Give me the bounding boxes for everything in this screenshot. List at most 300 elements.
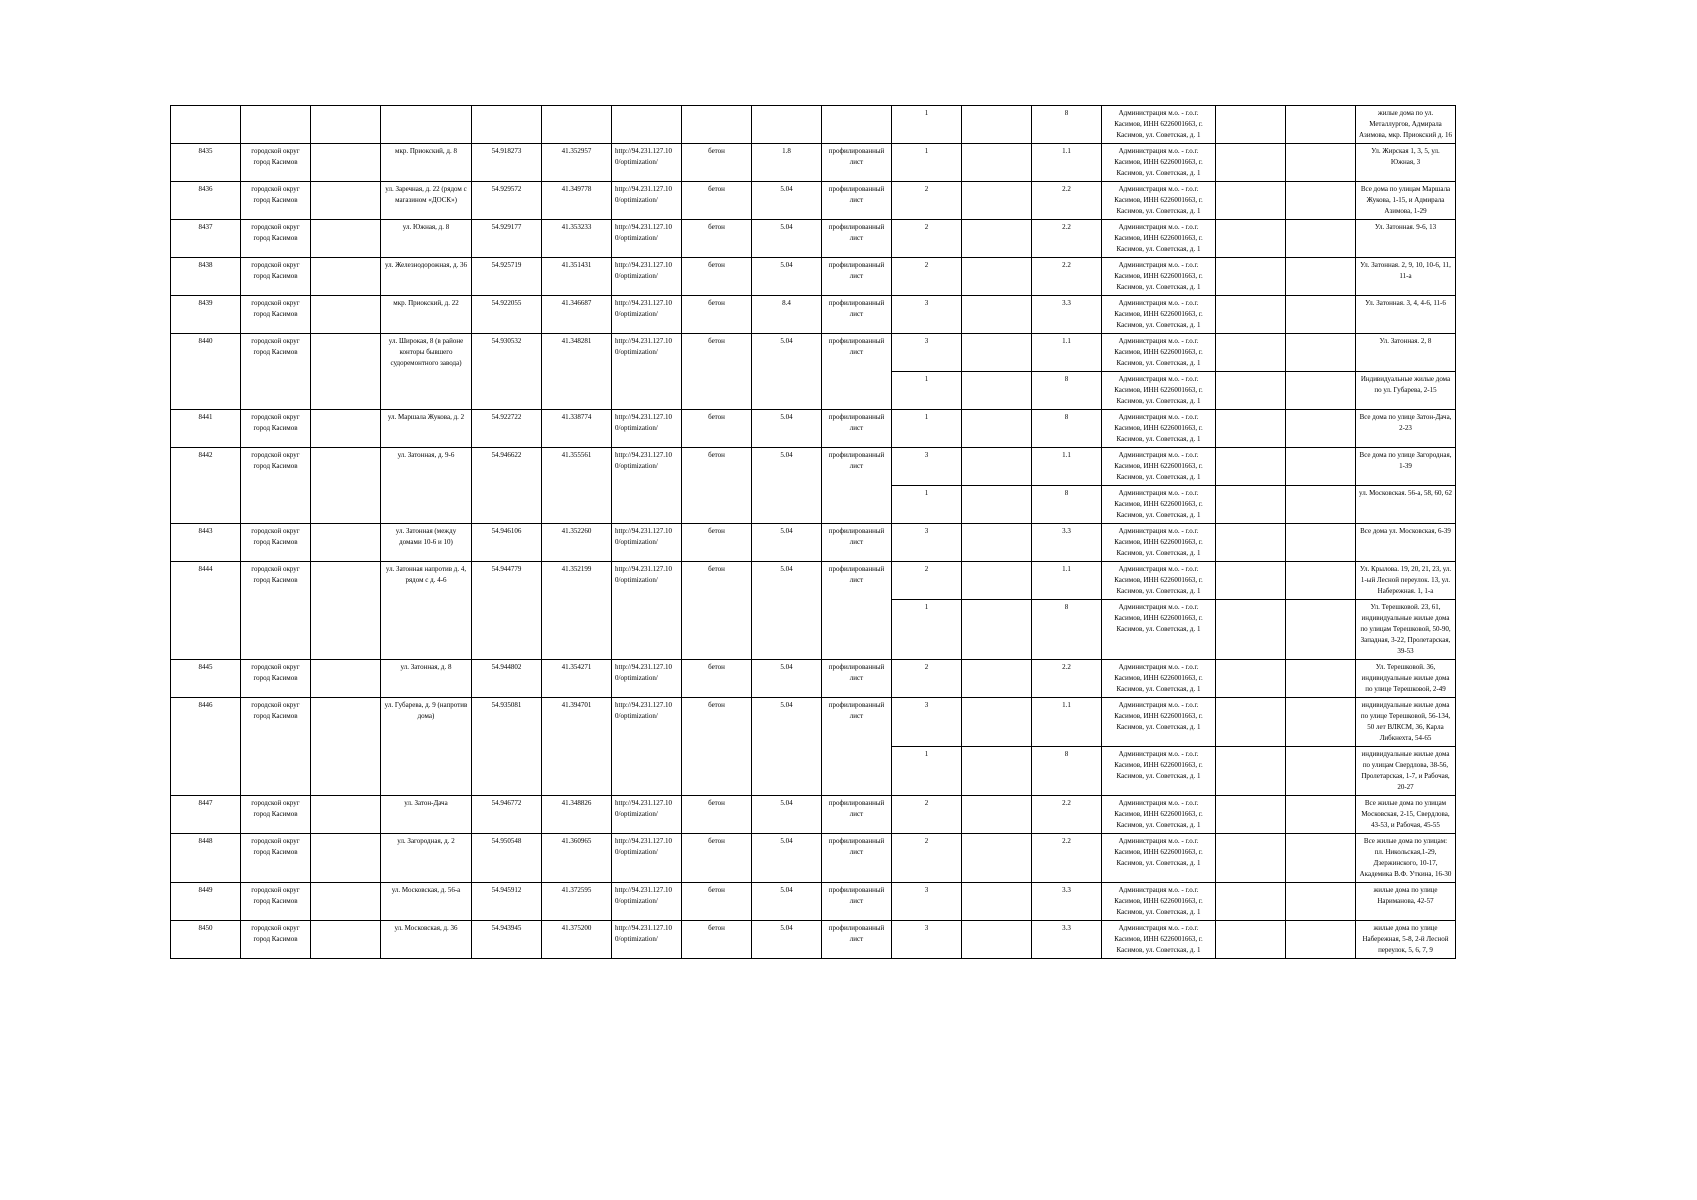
empty-cell: [1216, 220, 1286, 258]
address-cell: ул. Московская, д. 36: [381, 921, 472, 959]
container-volume-cell: 8: [1032, 410, 1102, 448]
empty-cell: [1286, 486, 1356, 524]
district-cell: городской округ город Касимов: [241, 796, 311, 834]
area-cell: 5.04: [752, 258, 822, 296]
district-cell: городской округ город Касимов: [241, 182, 311, 220]
area-cell: 5.04: [752, 220, 822, 258]
address-cell: ул. Затонная, д. 8: [381, 660, 472, 698]
table-row: [171, 182, 1456, 220]
map-link-cell: http://94.231.127.10 0/optimization/: [612, 410, 682, 448]
empty-cell: [1216, 448, 1286, 486]
latitude-cell: 54.945912: [472, 883, 542, 921]
container-count-cell: 1: [892, 486, 962, 524]
owner-cell: Администрация м.о. - г.о.г. Касимов, ИНН 6226001663, г. Касимов, ул. Советская, д. 1: [1102, 144, 1216, 182]
container-volume-cell: 1.1: [1032, 334, 1102, 372]
surface-cell: бетон: [682, 660, 752, 698]
empty-cell: [1216, 144, 1286, 182]
served-objects-cell: индивидуальные жилые дома по улицам Свердлова, 38-56, Пролетарская, 1-7, и Рабочая, 20-27: [1356, 747, 1456, 796]
surface-cell: бетон: [682, 834, 752, 883]
owner-cell: Администрация м.о. - г.о.г. Касимов, ИНН 6226001663, г. Касимов, ул. Советская, д. 1: [1102, 448, 1216, 486]
served-objects-cell: Ул. Затонная. 2, 8: [1356, 334, 1456, 372]
container-count-cell: 1: [892, 747, 962, 796]
served-objects-cell: Ул. Крылова. 19, 20, 21, 23, ул. 1-ый Лесной переулок. 13, ул. Набережная. 1, 1-а: [1356, 562, 1456, 600]
area-cell: 5.04: [752, 796, 822, 834]
served-objects-cell: жилые дома по улице Набережная, 5-8, 2-й Лесной переулок, 5, 6, 7, 9: [1356, 921, 1456, 959]
record-id: 8437: [171, 220, 241, 258]
longitude-cell: 41.349778: [542, 182, 612, 220]
record-id: 8440: [171, 334, 241, 410]
record-id: 8445: [171, 660, 241, 698]
area-cell: 1.8: [752, 144, 822, 182]
container-count-cell: 2: [892, 258, 962, 296]
longitude-cell: 41.346687: [542, 296, 612, 334]
container-volume-cell: 3.3: [1032, 883, 1102, 921]
empty-cell: [962, 220, 1032, 258]
surface-cell: бетон: [682, 182, 752, 220]
container-volume-cell: 1.1: [1032, 448, 1102, 486]
empty-cell: [962, 448, 1032, 486]
surface-cell: бетон: [682, 448, 752, 524]
record-id: 8436: [171, 182, 241, 220]
district-cell: городской округ город Касимов: [241, 410, 311, 448]
empty-cell: [1286, 182, 1356, 220]
address-cell: ул. Затонная, д. 9-6: [381, 448, 472, 524]
latitude-cell: 54.922722: [472, 410, 542, 448]
empty-cell: [1286, 921, 1356, 959]
container-count-cell: 3: [892, 524, 962, 562]
empty-cell: [1216, 258, 1286, 296]
record-id: 8447: [171, 796, 241, 834]
area-cell: 5.04: [752, 334, 822, 410]
served-objects-cell: Ул. Терешковой. 23, 61, индивидуальные жилые дома по улицам Терешковой, 50-90, Западная, 3-22, Пролетарская, 39-53: [1356, 600, 1456, 660]
container-count-cell: 2: [892, 220, 962, 258]
owner-cell: Администрация м.о. - г.о.г. Касимов, ИНН 6226001663, г. Касимов, ул. Советская, д. 1: [1102, 182, 1216, 220]
latitude-cell: 54.946772: [472, 796, 542, 834]
fence-cell: профилированный лист: [822, 334, 892, 410]
empty-cell: [1216, 296, 1286, 334]
fence-cell: профилированный лист: [822, 660, 892, 698]
longitude-cell: 41.375200: [542, 921, 612, 959]
surface-cell: бетон: [682, 144, 752, 182]
longitude-cell: 41.394701: [542, 698, 612, 796]
container-volume-cell: 8: [1032, 372, 1102, 410]
longitude-cell: 41.352199: [542, 562, 612, 660]
empty-cell: [1286, 834, 1356, 883]
container-count-cell: 2: [892, 834, 962, 883]
owner-cell: Администрация м.о. - г.о.г. Касимов, ИНН 6226001663, г. Касимов, ул. Советская, д. 1: [1102, 698, 1216, 747]
district-cell: городской округ город Касимов: [241, 258, 311, 296]
empty-cell: [1286, 562, 1356, 600]
area-cell: 5.04: [752, 921, 822, 959]
container-count-cell: 3: [892, 921, 962, 959]
district-cell: городской округ город Касимов: [241, 296, 311, 334]
empty-cell: [962, 698, 1032, 747]
map-link-cell: http://94.231.127.10 0/optimization/: [612, 220, 682, 258]
owner-cell: Администрация м.о. - г.о.г. Касимов, ИНН 6226001663, г. Касимов, ул. Советская, д. 1: [1102, 796, 1216, 834]
surface-cell: бетон: [682, 698, 752, 796]
table-row: [171, 524, 1456, 562]
address-cell: ул. Московская, д. 56-а: [381, 883, 472, 921]
map-link-cell: http://94.231.127.10 0/optimization/: [612, 883, 682, 921]
empty-cell: [1216, 834, 1286, 883]
fence-cell: профилированный лист: [822, 258, 892, 296]
address-cell: ул. Маршала Жукова, д. 2: [381, 410, 472, 448]
empty-cell: [1286, 144, 1356, 182]
empty-cell: [962, 334, 1032, 372]
empty-cell: [311, 796, 381, 834]
empty-cell: [1286, 796, 1356, 834]
served-objects-cell: Ул. Затонная. 2, 9, 10, 10-6, 11, 11-а: [1356, 258, 1456, 296]
owner-cell: Администрация м.о. - г.о.г. Касимов, ИНН 6226001663, г. Касимов, ул. Советская, д. 1: [1102, 220, 1216, 258]
empty-cell: [1286, 258, 1356, 296]
owner-cell: Администрация м.о. - г.о.г. Касимов, ИНН 6226001663, г. Касимов, ул. Советская, д. 1: [1102, 524, 1216, 562]
record-id: 8450: [171, 921, 241, 959]
served-objects-cell: Ул. Затонная. 9-6, 13: [1356, 220, 1456, 258]
map-link-cell: http://94.231.127.10 0/optimization/: [612, 258, 682, 296]
served-objects-cell: Все жилые дома по улицам Московская, 2-15, Свердлова, 43-53, и Рабочая, 45-55: [1356, 796, 1456, 834]
table-row: [171, 883, 1456, 921]
empty-cell: [311, 182, 381, 220]
latitude-cell: 54.930532: [472, 334, 542, 410]
fence-cell: профилированный лист: [822, 448, 892, 524]
map-link-cell: http://94.231.127.10 0/optimization/: [612, 660, 682, 698]
address-cell: мкр. Приокский, д. 22: [381, 296, 472, 334]
empty-cell: [311, 698, 381, 796]
empty-cell: [1216, 747, 1286, 796]
served-objects-cell: Все жилые дома по улицам: пл. Никольская,1-29, Дзержинского, 10-17, Академика В.Ф. Уткина, 16-30: [1356, 834, 1456, 883]
address-cell: ул. Губарева, д. 9 (напротив дома): [381, 698, 472, 796]
empty-cell: [962, 106, 1032, 144]
longitude-cell: 41.360965: [542, 834, 612, 883]
owner-cell: Администрация м.о. - г.о.г. Касимов, ИНН 6226001663, г. Касимов, ул. Советская, д. 1: [1102, 486, 1216, 524]
area-cell: 5.04: [752, 448, 822, 524]
fence-cell: профилированный лист: [822, 220, 892, 258]
surface-cell: бетон: [682, 410, 752, 448]
owner-cell: Администрация м.о. - г.о.г. Касимов, ИНН 6226001663, г. Касимов, ул. Советская, д. 1: [1102, 372, 1216, 410]
longitude-cell: 41.372595: [542, 883, 612, 921]
served-objects-cell: жилые дома по улице Нариманова, 42-57: [1356, 883, 1456, 921]
table-row: [171, 660, 1456, 698]
owner-cell: Администрация м.о. - г.о.г. Касимов, ИНН 6226001663, г. Касимов, ул. Советская, д. 1: [1102, 562, 1216, 600]
empty-cell: [1216, 106, 1286, 144]
container-count-cell: 1: [892, 372, 962, 410]
empty-cell: [1286, 660, 1356, 698]
latitude-cell: 54.918273: [472, 144, 542, 182]
container-count-cell: 2: [892, 182, 962, 220]
container-count-cell: 1: [892, 600, 962, 660]
fence-cell: [822, 106, 892, 144]
container-volume-cell: 3.3: [1032, 296, 1102, 334]
longitude-cell: 41.338774: [542, 410, 612, 448]
area-cell: 5.04: [752, 182, 822, 220]
longitude-cell: [542, 106, 612, 144]
container-count-cell: 1: [892, 106, 962, 144]
surface-cell: бетон: [682, 296, 752, 334]
table-row: [171, 698, 1456, 747]
surface-cell: бетон: [682, 524, 752, 562]
empty-cell: [311, 524, 381, 562]
record-id: 8448: [171, 834, 241, 883]
empty-cell: [1216, 698, 1286, 747]
container-volume-cell: 2.2: [1032, 660, 1102, 698]
owner-cell: Администрация м.о. - г.о.г. Касимов, ИНН 6226001663, г. Касимов, ул. Советская, д. 1: [1102, 600, 1216, 660]
empty-cell: [1216, 410, 1286, 448]
container-volume-cell: 1.1: [1032, 144, 1102, 182]
map-link-cell: http://94.231.127.10 0/optimization/: [612, 448, 682, 524]
container-volume-cell: 3.3: [1032, 524, 1102, 562]
district-cell: [241, 106, 311, 144]
latitude-cell: 54.929177: [472, 220, 542, 258]
empty-cell: [1216, 372, 1286, 410]
latitude-cell: 54.946106: [472, 524, 542, 562]
table-row: [171, 410, 1456, 448]
fence-cell: профилированный лист: [822, 562, 892, 660]
empty-cell: [962, 600, 1032, 660]
container-volume-cell: 2.2: [1032, 796, 1102, 834]
container-count-cell: 2: [892, 796, 962, 834]
empty-cell: [962, 410, 1032, 448]
container-count-cell: 3: [892, 334, 962, 372]
owner-cell: Администрация м.о. - г.о.г. Касимов, ИНН 6226001663, г. Касимов, ул. Советская, д. 1: [1102, 258, 1216, 296]
fence-cell: профилированный лист: [822, 182, 892, 220]
container-count-cell: 3: [892, 448, 962, 486]
longitude-cell: 41.351431: [542, 258, 612, 296]
empty-cell: [1286, 448, 1356, 486]
empty-cell: [311, 220, 381, 258]
owner-cell: Администрация м.о. - г.о.г. Касимов, ИНН 6226001663, г. Касимов, ул. Советская, д. 1: [1102, 106, 1216, 144]
surface-cell: бетон: [682, 562, 752, 660]
empty-cell: [311, 144, 381, 182]
table-row: [171, 220, 1456, 258]
map-link-cell: http://94.231.127.10 0/optimization/: [612, 144, 682, 182]
empty-cell: [1286, 883, 1356, 921]
owner-cell: Администрация м.о. - г.о.г. Касимов, ИНН 6226001663, г. Касимов, ул. Советская, д. 1: [1102, 747, 1216, 796]
empty-cell: [962, 921, 1032, 959]
served-objects-cell: Все дома по улице Загородная, 1-39: [1356, 448, 1456, 486]
map-link-cell: http://94.231.127.10 0/optimization/: [612, 834, 682, 883]
record-id: 8438: [171, 258, 241, 296]
container-volume-cell: 8: [1032, 747, 1102, 796]
area-cell: 5.04: [752, 410, 822, 448]
container-volume-cell: 8: [1032, 600, 1102, 660]
empty-cell: [1286, 372, 1356, 410]
table-row: [171, 448, 1456, 486]
empty-cell: [1286, 106, 1356, 144]
latitude-cell: [472, 106, 542, 144]
container-volume-cell: 1.1: [1032, 698, 1102, 747]
empty-cell: [962, 296, 1032, 334]
fence-cell: профилированный лист: [822, 834, 892, 883]
empty-cell: [311, 883, 381, 921]
latitude-cell: 54.950548: [472, 834, 542, 883]
served-objects-cell: Все дома ул. Московская, 6-39: [1356, 524, 1456, 562]
fence-cell: профилированный лист: [822, 883, 892, 921]
record-id: 8443: [171, 524, 241, 562]
map-link-cell: [612, 106, 682, 144]
empty-cell: [1216, 182, 1286, 220]
surface-cell: бетон: [682, 258, 752, 296]
served-objects-cell: Все дома по улице Затон-Дача, 2-23: [1356, 410, 1456, 448]
empty-cell: [1216, 486, 1286, 524]
district-cell: городской округ город Касимов: [241, 448, 311, 524]
surface-cell: [682, 106, 752, 144]
address-cell: ул. Затонная (между домами 10-6 и 10): [381, 524, 472, 562]
fence-cell: профилированный лист: [822, 796, 892, 834]
empty-cell: [1286, 524, 1356, 562]
surface-cell: бетон: [682, 883, 752, 921]
area-cell: 5.04: [752, 660, 822, 698]
container-count-cell: 2: [892, 562, 962, 600]
empty-cell: [962, 660, 1032, 698]
district-cell: городской округ город Касимов: [241, 698, 311, 796]
empty-cell: [962, 258, 1032, 296]
empty-cell: [311, 921, 381, 959]
fence-cell: профилированный лист: [822, 524, 892, 562]
owner-cell: Администрация м.о. - г.о.г. Касимов, ИНН 6226001663, г. Касимов, ул. Советская, д. 1: [1102, 660, 1216, 698]
district-cell: городской округ город Касимов: [241, 220, 311, 258]
empty-cell: [1216, 796, 1286, 834]
map-link-cell: http://94.231.127.10 0/optimization/: [612, 921, 682, 959]
served-objects-cell: Ул. Терешковой. 36, индивидуальные жилые дома по улице Терешковой, 2-49: [1356, 660, 1456, 698]
container-count-cell: 2: [892, 660, 962, 698]
address-cell: ул. Широкая, 8 (в районе конторы бывшего судоремонтного завода): [381, 334, 472, 410]
empty-cell: [1286, 410, 1356, 448]
empty-cell: [1286, 334, 1356, 372]
table-row: [171, 562, 1456, 600]
empty-cell: [1216, 660, 1286, 698]
served-objects-cell: индивидуальные жилые дома по улице Терешковой, 56-134, 50 лет ВЛКСМ, 36, Карла Либкнехта, 54-65: [1356, 698, 1456, 747]
area-cell: 8.4: [752, 296, 822, 334]
district-cell: городской округ город Касимов: [241, 334, 311, 410]
longitude-cell: 41.348281: [542, 334, 612, 410]
latitude-cell: 54.935081: [472, 698, 542, 796]
district-cell: городской округ город Касимов: [241, 921, 311, 959]
empty-cell: [1286, 698, 1356, 747]
empty-cell: [962, 486, 1032, 524]
longitude-cell: 41.352260: [542, 524, 612, 562]
empty-cell: [1286, 296, 1356, 334]
fence-cell: профилированный лист: [822, 698, 892, 796]
empty-cell: [962, 747, 1032, 796]
district-cell: городской округ город Касимов: [241, 660, 311, 698]
address-cell: ул. Загородная, д. 2: [381, 834, 472, 883]
empty-cell: [1216, 524, 1286, 562]
longitude-cell: 41.354271: [542, 660, 612, 698]
table-row: [171, 296, 1456, 334]
empty-cell: [311, 448, 381, 524]
empty-cell: [311, 296, 381, 334]
owner-cell: Администрация м.о. - г.о.г. Касимов, ИНН 6226001663, г. Касимов, ул. Советская, д. 1: [1102, 834, 1216, 883]
container-volume-cell: 2.2: [1032, 182, 1102, 220]
container-volume-cell: 8: [1032, 106, 1102, 144]
container-count-cell: 1: [892, 144, 962, 182]
served-objects-cell: жилые дома по ул. Металлургов, Адмирала Азимова, мкр. Приокский д. 16: [1356, 106, 1456, 144]
empty-cell: [311, 834, 381, 883]
empty-cell: [311, 660, 381, 698]
empty-cell: [1286, 220, 1356, 258]
address-cell: ул. Заречная, д. 22 (рядом с магазином «ДОСК»): [381, 182, 472, 220]
container-volume-cell: 1.1: [1032, 562, 1102, 600]
record-id: [171, 106, 241, 144]
record-id: 8444: [171, 562, 241, 660]
area-cell: 5.04: [752, 834, 822, 883]
fence-cell: профилированный лист: [822, 410, 892, 448]
table-row: [171, 144, 1456, 182]
area-cell: 5.04: [752, 562, 822, 660]
empty-cell: [962, 372, 1032, 410]
surface-cell: бетон: [682, 220, 752, 258]
served-objects-cell: Ул. Затонная. 3, 4, 4-6, 11-6: [1356, 296, 1456, 334]
district-cell: городской округ город Касимов: [241, 524, 311, 562]
table-row: [171, 921, 1456, 959]
latitude-cell: 54.922055: [472, 296, 542, 334]
owner-cell: Администрация м.о. - г.о.г. Касимов, ИНН 6226001663, г. Касимов, ул. Советская, д. 1: [1102, 921, 1216, 959]
address-cell: ул. Южная, д. 8: [381, 220, 472, 258]
owner-cell: Администрация м.о. - г.о.г. Касимов, ИНН 6226001663, г. Касимов, ул. Советская, д. 1: [1102, 410, 1216, 448]
map-link-cell: http://94.231.127.10 0/optimization/: [612, 562, 682, 660]
record-id: 8442: [171, 448, 241, 524]
empty-cell: [311, 410, 381, 448]
empty-cell: [962, 883, 1032, 921]
table-row: [171, 106, 1456, 144]
area-cell: 5.04: [752, 524, 822, 562]
served-objects-cell: Индивидуальные жилые дома по ул. Губарева, 2-15: [1356, 372, 1456, 410]
map-link-cell: http://94.231.127.10 0/optimization/: [612, 182, 682, 220]
area-cell: [752, 106, 822, 144]
map-link-cell: http://94.231.127.10 0/optimization/: [612, 796, 682, 834]
longitude-cell: 41.355561: [542, 448, 612, 524]
district-cell: городской округ город Касимов: [241, 883, 311, 921]
fence-cell: профилированный лист: [822, 921, 892, 959]
empty-cell: [1216, 600, 1286, 660]
surface-cell: бетон: [682, 796, 752, 834]
container-count-cell: 3: [892, 883, 962, 921]
empty-cell: [962, 562, 1032, 600]
empty-cell: [962, 182, 1032, 220]
record-id: 8435: [171, 144, 241, 182]
container-volume-cell: 2.2: [1032, 258, 1102, 296]
surface-cell: бетон: [682, 334, 752, 410]
empty-cell: [311, 258, 381, 296]
empty-cell: [1216, 334, 1286, 372]
table-row: [171, 834, 1456, 883]
empty-cell: [962, 144, 1032, 182]
area-cell: 5.04: [752, 883, 822, 921]
area-cell: 5.04: [752, 698, 822, 796]
served-objects-cell: Ул. Жирская 1, 3, 5, ул. Южная, 3: [1356, 144, 1456, 182]
table-row: [171, 334, 1456, 372]
served-objects-cell: Все дома по улицам Маршала Жукова, 1-15, и Адмирала Азимова, 1-29: [1356, 182, 1456, 220]
container-volume-cell: 2.2: [1032, 220, 1102, 258]
empty-cell: [1216, 921, 1286, 959]
owner-cell: Администрация м.о. - г.о.г. Касимов, ИНН 6226001663, г. Касимов, ул. Советская, д. 1: [1102, 296, 1216, 334]
longitude-cell: 41.353233: [542, 220, 612, 258]
record-id: 8439: [171, 296, 241, 334]
container-count-cell: 3: [892, 698, 962, 747]
surface-cell: бетон: [682, 921, 752, 959]
container-volume-cell: 3.3: [1032, 921, 1102, 959]
map-link-cell: http://94.231.127.10 0/optimization/: [612, 334, 682, 410]
address-cell: ул. Затон-Дача: [381, 796, 472, 834]
record-id: 8446: [171, 698, 241, 796]
owner-cell: Администрация м.о. - г.о.г. Касимов, ИНН 6226001663, г. Касимов, ул. Советская, д. 1: [1102, 883, 1216, 921]
latitude-cell: 54.925719: [472, 258, 542, 296]
empty-cell: [1286, 600, 1356, 660]
longitude-cell: 41.348826: [542, 796, 612, 834]
district-cell: городской округ город Касимов: [241, 834, 311, 883]
address-cell: ул. Железнодорожная, д. 36: [381, 258, 472, 296]
address-cell: мкр. Приокский, д. 8: [381, 144, 472, 182]
